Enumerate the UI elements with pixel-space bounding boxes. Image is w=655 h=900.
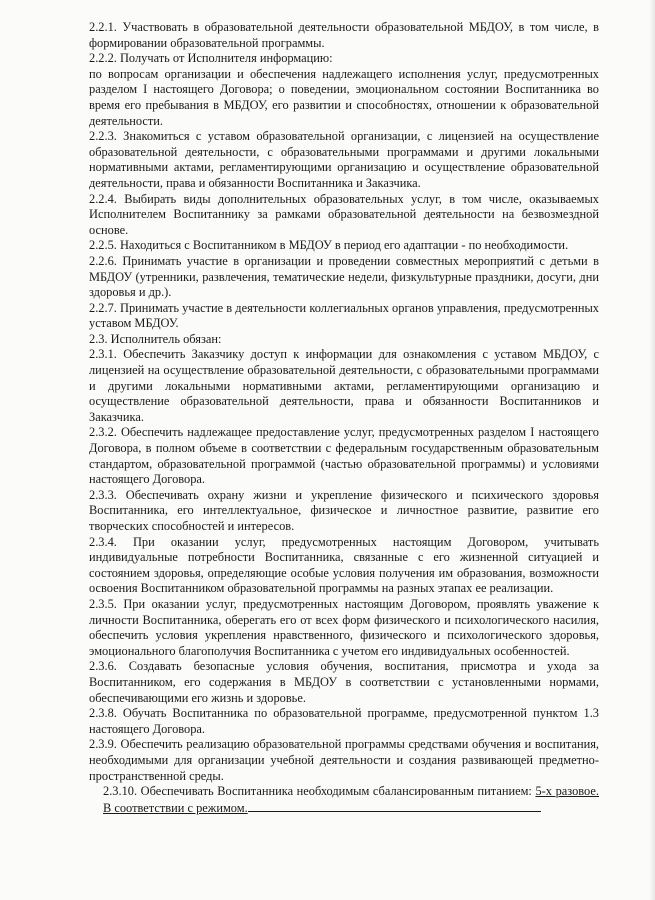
document-body — [89, 20, 599, 816]
paragraph-2-3-4: 2.3.4. При оказании услуг, предусмотренных настоящим Договором, учитывать индивидуальные потребности Воспитанника, связанные с его жизненной ситуацией и состоянием здоровья, определяющие особые условия получения им образования, возможности освоения Воспитанником образовательной программы на разных этапах ее реализации. — [89, 534, 599, 596]
paragraph-2-3-5: 2.3.5. При оказании услуг, предусмотренных настоящим Договором, проявлять уважение к личности Воспитанника, оберегать его от всех форм физического и психологического насилия, обеспечить условия укрепления нравственного, физического и психологического здоровья, эмоционального благополучия Воспитанника с учетом его индивидуальных особенностей. — [89, 596, 599, 658]
paragraph-2-2-3: 2.2.3. Знакомиться с уставом образовательной организации, с лицензией на осуществление образовательной деятельности, с образовательными программами и другими локальными нормативными актами, регламентирующими организацию и осуществление образовательной деятельности, права и обязанности Воспитанника и Заказчика. — [89, 129, 599, 190]
meal-schedule-note: В соответствии с режимом. — [103, 800, 248, 815]
paragraph-2-3: 2.3. Исполнитель обязан: — [89, 331, 222, 346]
paragraph-2-2-7: 2.2.7. Принимать участие в деятельности коллегиальных органов управления, предусмотренных уставом МБДОУ. — [89, 300, 599, 331]
paragraph-2-3-1: 2.3.1. Обеспечить Заказчику доступ к информации для ознакомления с уставом МБДОУ, с лицензией на осуществление образовательной деятельности, с образовательными программами и другими локальными нормативными актами, регламентирующими организацию и осуществление образовательной деятельности, права и обязанности Воспитанников и Заказчика. — [89, 347, 599, 424]
paragraph-2-2-1: 2.2.1. Участвовать в образовательной деятельности образовательной МБДОУ, в том числе, в формировании образовательной программы. — [89, 20, 599, 50]
paragraph-2-3-9: 2.3.9. Обеспечить реализацию образовательной программы средствами обучения и воспитания, необходимыми для организации учебной деятельности и создания развивающей предметно-пространственной среды. — [89, 737, 599, 783]
paragraph-2-3-3: 2.3.3. Обеспечивать охрану жизни и укрепление физического и психического здоровья Воспитанника, его интеллектуальное, физическое и личностное развитие, развитие его творческих способностей и интересов. — [89, 487, 599, 533]
paragraph-2-3-6: 2.3.6. Создавать безопасные условия обучения, воспитания, присмотра и ухода за Воспитанником, его содержания в МБДОУ в соответствии с установленными нормами, обеспечивающими его жизнь и здоровье. — [89, 659, 599, 705]
paragraph-2-3-10 — [89, 784, 599, 816]
paragraph-2-2-2: 2.2.2. Получать от Исполнителя информацию: — [89, 51, 333, 66]
paragraph-2-2-6: 2.2.6. Принимать участие в организации и проведении совместных мероприятий с детьми в МБДОУ (утренники, развлечения, тематические недели, физкультурные праздники, досуги, дни здоровья и др.). — [89, 253, 599, 300]
meal-count-value: 5-х разовое. — [535, 784, 599, 799]
paragraph-2-3-2: 2.3.2. Обеспечить надлежащее предоставление услуг, предусмотренных разделом I настоящего Договора, в полном объеме в соответствии с федеральным государственным образовательным стандартом, образовательной программой (частью образовательной программы) и условиями настоящего Договора. — [89, 425, 599, 487]
paragraph-2-3-8: 2.3.8. Обучать Воспитанника по образовательной программе, предусмотренной пунктом 1.3 настоящего Договора. — [89, 706, 599, 736]
paragraph-2-2-2-details: по вопросам организации и обеспечения надлежащего исполнения услуг, предусмотренных разделом I настоящего Договора; о поведении, эмоциональном состоянии Воспитанника во время его пребывания в МБДОУ, его развитии и способностях, отношении к образовательной деятельности. — [89, 66, 599, 128]
fill-in-line — [248, 800, 541, 812]
paragraph-2-2-5: 2.2.5. Находиться с Воспитанником в МБДОУ в период его адаптации - по необходимости. — [89, 238, 569, 253]
paragraph-2-3-10-text: 2.3.10. Обеспечивать Воспитанника необходимым сбалансированным питанием: — [103, 784, 536, 799]
page-edge-shadow — [649, 0, 655, 900]
paragraph-2-2-4: 2.2.4. Выбирать виды дополнительных образовательных услуг, в том числе, оказываемых Исполнителем Воспитаннику за рамками образовательной деятельности на безвозмездной основе. — [89, 191, 599, 237]
